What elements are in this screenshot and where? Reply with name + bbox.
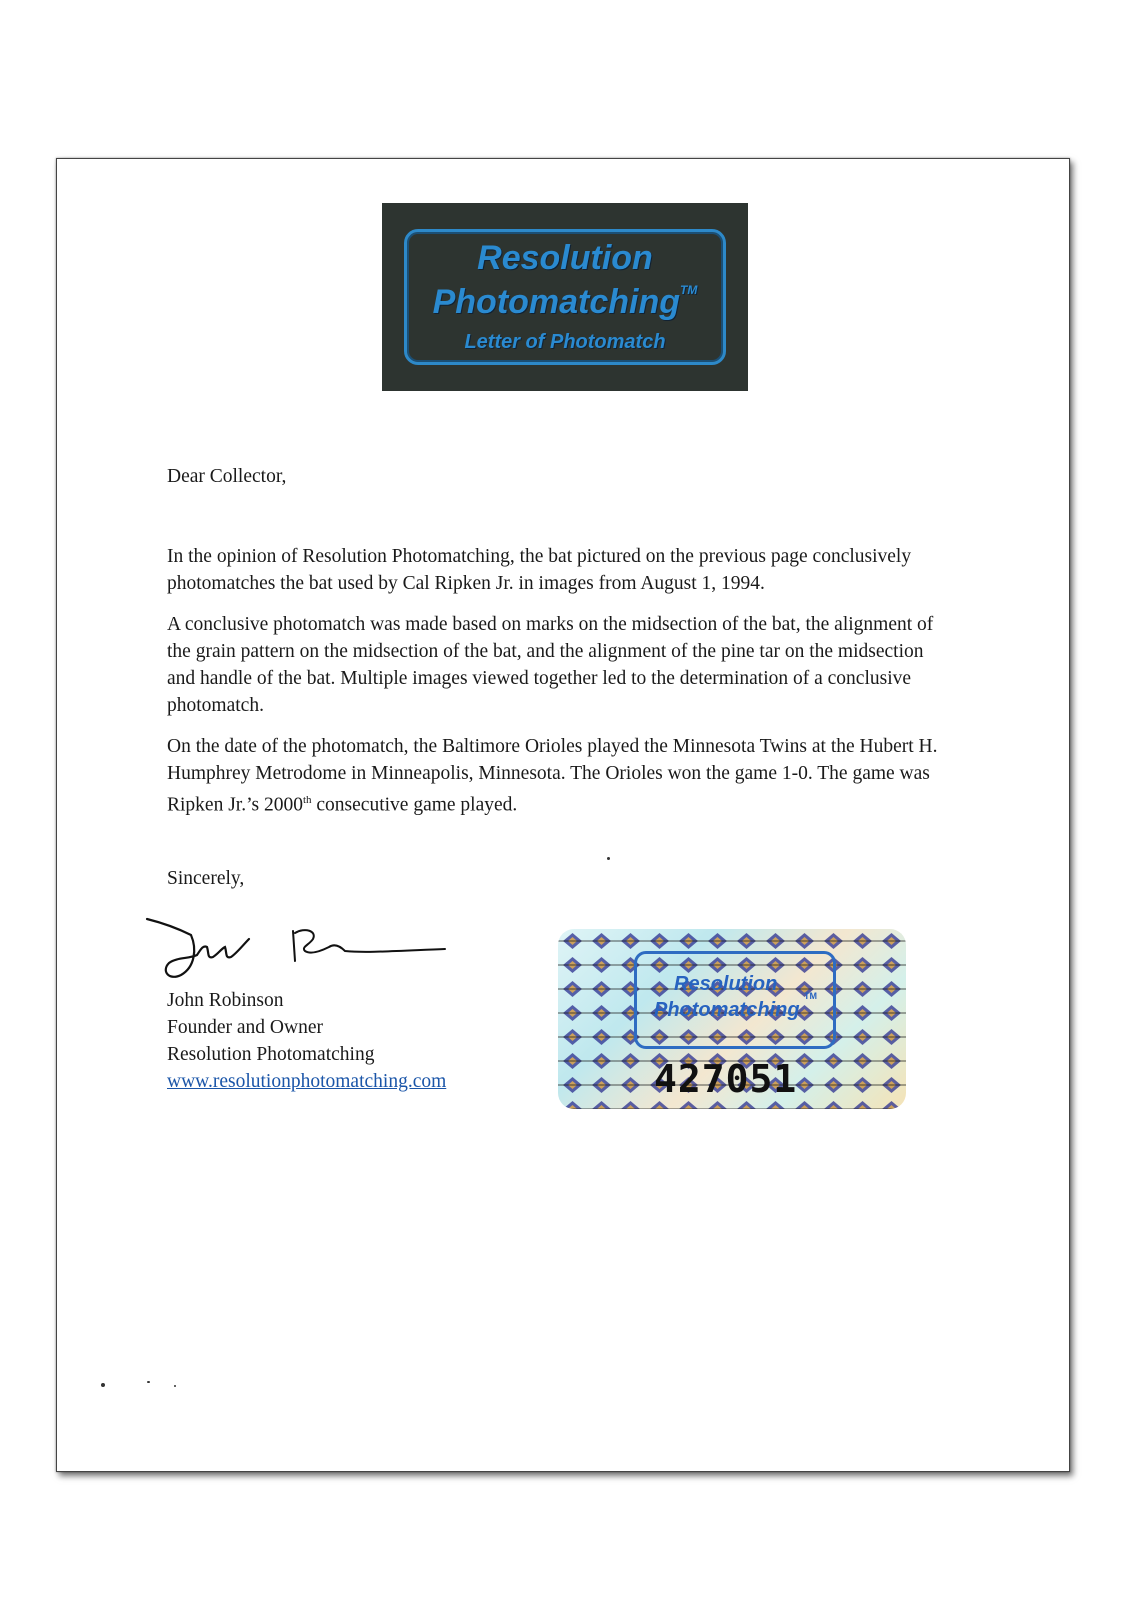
- handwritten-signature: [145, 909, 455, 989]
- paper-speck: [101, 1383, 105, 1387]
- signer-title: Founder and Owner: [167, 1017, 323, 1038]
- website-link[interactable]: www.resolutionphotomatching.com: [167, 1071, 447, 1092]
- paper-speck: [174, 1385, 176, 1387]
- hologram-brand-line-1: Resolution: [674, 973, 778, 995]
- letter-paragraph-3: On the date of the photomatch, the Baltimore Orioles played the Minnesota Twins at the Hubert H. Humphrey Metrodome in Minneapolis, Minnesota. The Orioles won the game 1-0. The game was Ripken Jr.’s 2000th consecutive game played.: [167, 736, 938, 816]
- logo-brand-line-2: Photomatching™: [432, 283, 698, 321]
- letter-greeting: Dear Collector,: [167, 466, 287, 487]
- signer-name: John Robinson: [167, 990, 284, 1011]
- letterhead-logo: [382, 203, 748, 391]
- letter-sheet: [56, 158, 1070, 1472]
- hologram-sticker: [558, 929, 906, 1109]
- hologram-trademark: TM: [804, 991, 817, 1001]
- letter-paragraph-2: A conclusive photomatch was made based on marks on the midsection of the bat, the alignment of the grain pattern on the midsection of the bat, and the alignment of the pine tar on the midsection and handle of the bat. Multiple images viewed together led to the determination of a conclusive photomatch.: [167, 614, 934, 716]
- signer-company: Resolution Photomatching: [167, 1044, 375, 1065]
- paper-speck: [147, 1381, 150, 1383]
- logo-brand-line-1: Resolution: [477, 239, 653, 277]
- logo-subtitle: Letter of Photomatch: [464, 331, 666, 353]
- hologram-brand-line-2: Photomatching: [654, 999, 800, 1021]
- logo-trademark: TM: [680, 283, 698, 297]
- paper-speck: [607, 857, 610, 860]
- ordinal-suffix: th: [302, 794, 312, 806]
- closing: Sincerely,: [167, 868, 245, 889]
- signature-block: [167, 865, 567, 1092]
- hologram-serial-number: 427051: [654, 1057, 798, 1101]
- letter-paragraph-1: In the opinion of Resolution Photomatching, the bat pictured on the previous page conclusively photomatches the bat used by Cal Ripken Jr. in images from August 1, 1994.: [167, 546, 912, 594]
